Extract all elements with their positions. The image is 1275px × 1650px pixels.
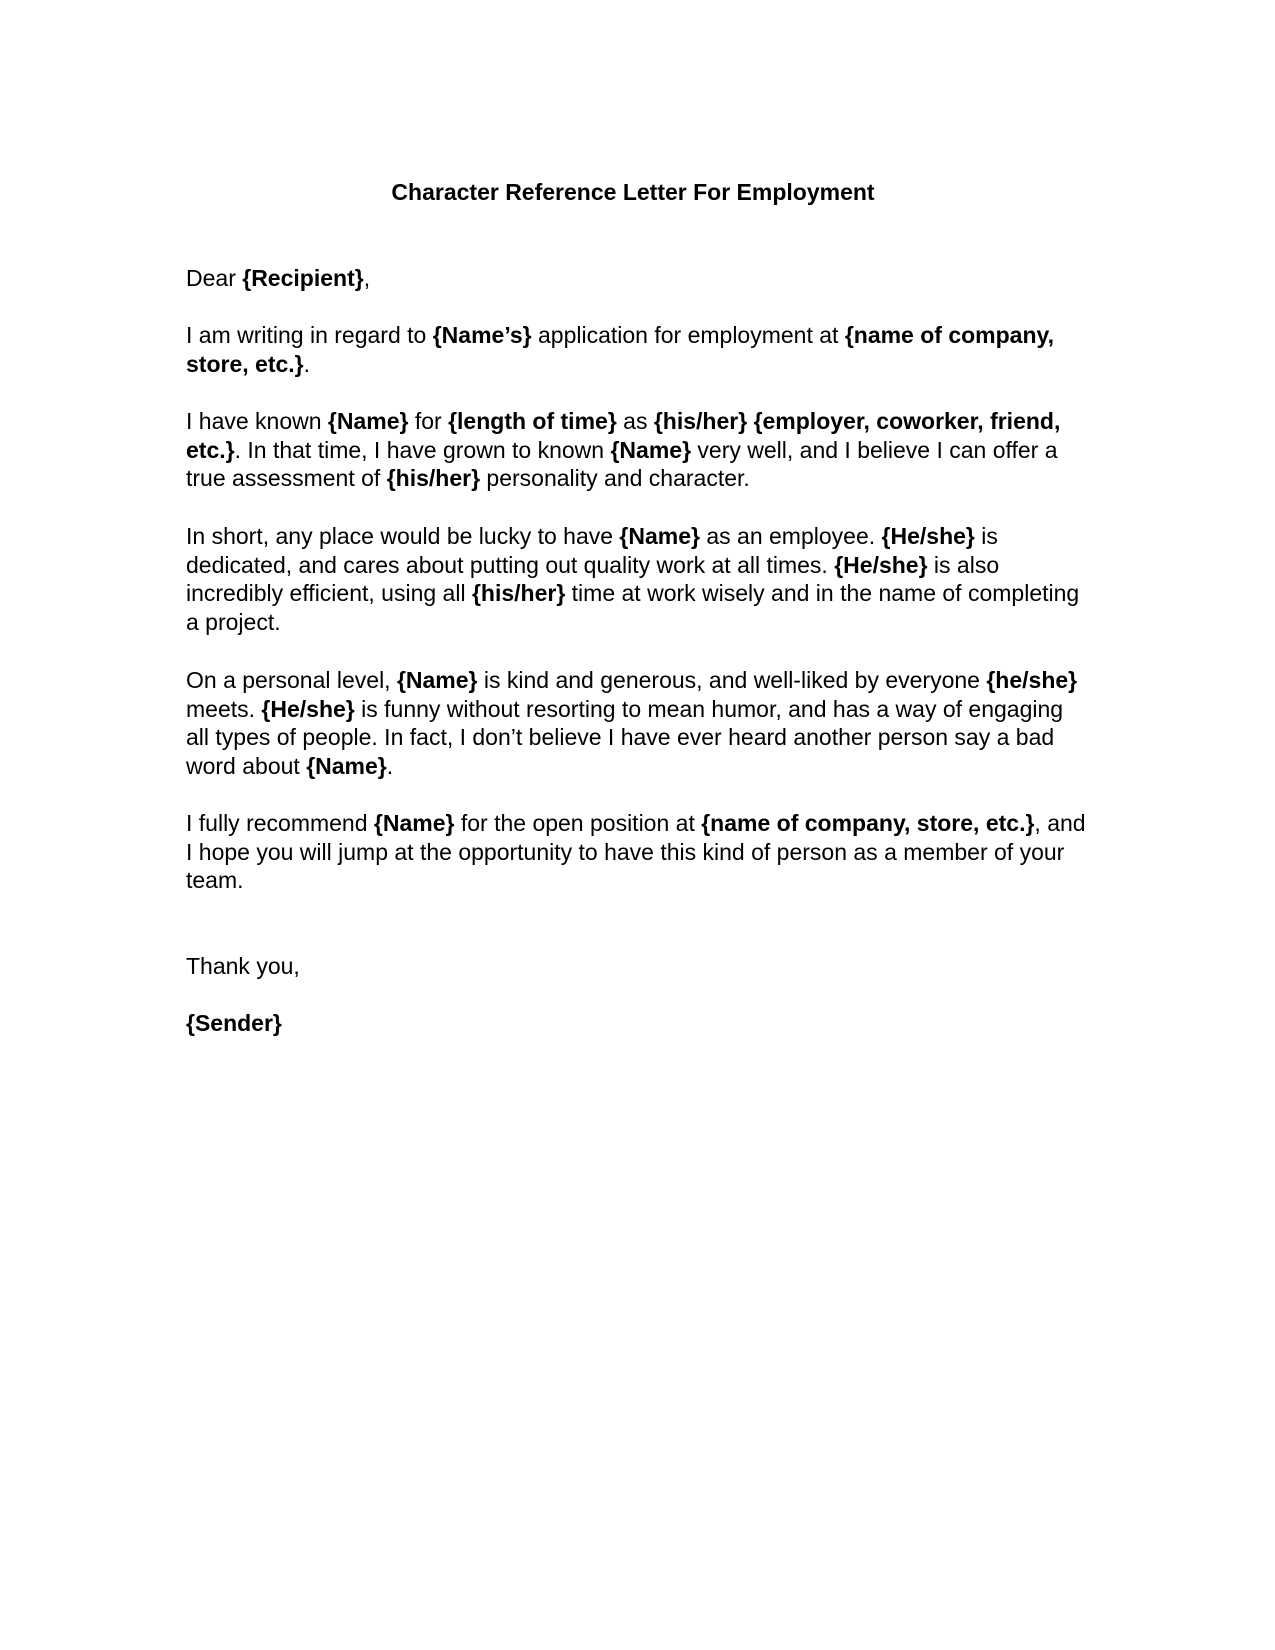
salutation: Dear {Recipient}, (186, 265, 371, 291)
placeholder-field: {He/she} (834, 551, 928, 578)
placeholder-field: {his/her} (653, 408, 748, 434)
placeholder-field: {he/she} (986, 667, 1078, 693)
placeholder-field: {Name} (619, 523, 700, 549)
placeholder-field: {Name} (396, 667, 478, 693)
placeholder-field: {Recipient} (242, 265, 364, 291)
placeholder-field: {He/she} (261, 695, 355, 722)
placeholder-field: {his/her} (471, 580, 566, 607)
signature (186, 1009, 1086, 1038)
paragraph-application: I am writing in regard to {Name’s} application for employment at {name of company, store, etc.}. (186, 322, 1054, 377)
placeholder-field: {Name} (306, 753, 387, 780)
placeholder-field: {Name’s} (432, 322, 532, 348)
closing: Thank you, (186, 953, 300, 979)
paragraph-relationship: I have known {Name} for {length of time} as {his/her} {employer, coworker, friend, etc.}. In that time, I have grown to known {Name} very well, and I believe I can offer a true assessment of {his/her} personality and character. (186, 408, 1061, 492)
paragraph-personal: On a personal level, {Name} is kind and generous, and well-liked by everyone {he/she} meets. {He/she} is funny without resorting to mean humor, and has a way of engaging all types of people. In fact, I don’t believe I have ever heard another person say a bad word about {Name}. (186, 667, 1078, 780)
placeholder-field: {length of time} (448, 408, 617, 434)
placeholder-field: {Name} (327, 408, 409, 434)
paragraph-work-ethic: In short, any place would be lucky to have {Name} as an employee. {He/she} is dedicated, and cares about putting out quality work at all times. {He/she} is also incredibly efficient, using all {his/her} time at work wisely and in the name of completing a project. (186, 523, 1080, 636)
sender-placeholder: {Sender} (186, 1010, 282, 1036)
placeholder-field: {He/she} (881, 523, 975, 549)
paragraph-recommendation: I fully recommend {Name} for the open position at {name of company, store, etc.}, and I hope you will jump at the opportunity to have this kind of person as a member of your team. (186, 810, 1086, 894)
placeholder-field: {his/her} (386, 465, 481, 492)
letter-title: Character Reference Letter For Employment (391, 179, 875, 205)
placeholder-field: {name of company, store, etc.} (186, 322, 1054, 377)
placeholder-field: {Name} (373, 810, 455, 836)
placeholder-field: {employer, coworker, friend, etc.} (186, 408, 1061, 463)
placeholder-field: {Name} (610, 436, 692, 463)
placeholder-field: {name of company, store, etc.} (701, 810, 1035, 836)
